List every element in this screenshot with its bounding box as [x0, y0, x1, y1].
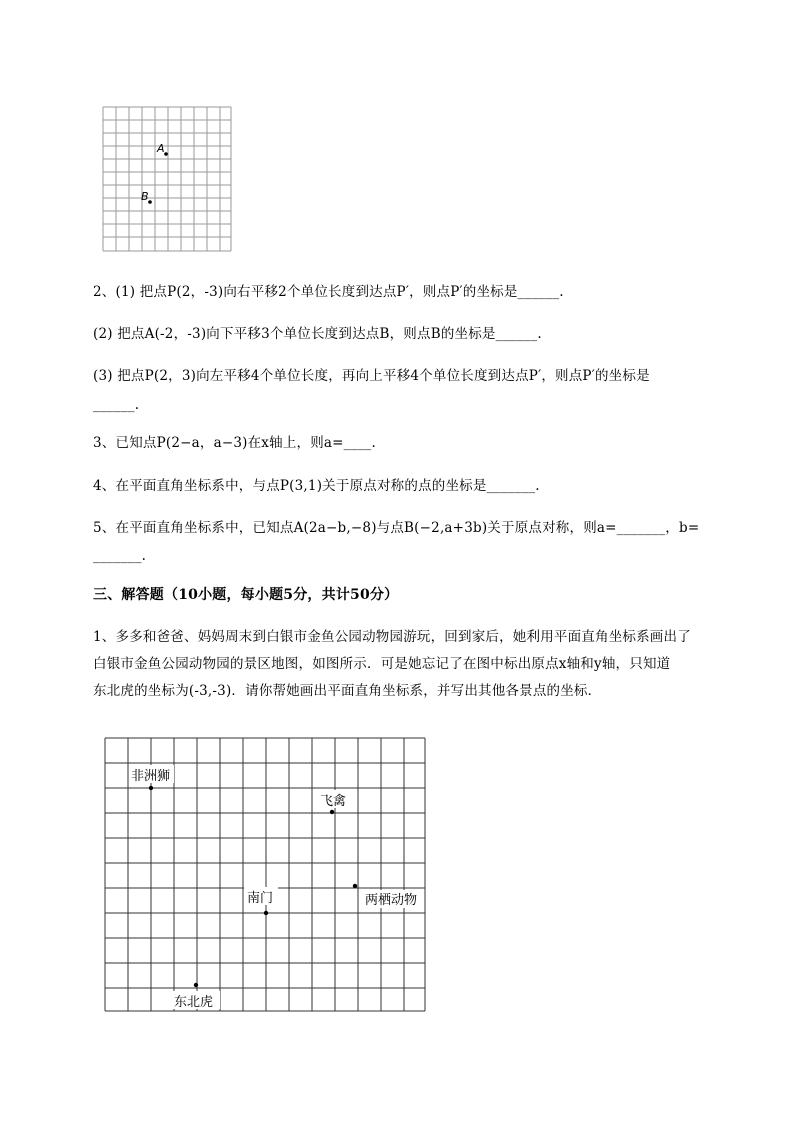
point-birds — [330, 810, 334, 814]
q2-line3b: ______. — [93, 397, 140, 413]
point-b — [148, 200, 152, 204]
point-tiger — [194, 983, 198, 987]
s3q1-line2: 白银市金鱼公园动物园的景区地图，如图所示．可是她忘记了在图中标出原点x轴和y轴，只知道 — [93, 656, 671, 672]
q4-text: 4、在平面直角坐标系中，与点P(3,1)关于原点对称的点的坐标是_______. — [93, 478, 540, 494]
section-3-heading: 三、解答题（10小题，每小题5分，共计50分） — [93, 587, 399, 603]
zoo-map-grid — [100, 734, 430, 1014]
label-amphibian: 两栖动物 — [365, 893, 418, 908]
label-tiger: 东北虎 — [174, 995, 214, 1010]
small-grid-figure — [100, 104, 235, 254]
q5-line1: 5、在平面直角坐标系中，已知点A(2a−b,−8)与点B(−2,a+3b)关于原点对称，则a=_______，b= — [93, 520, 700, 536]
q2-line3: (3) 把点P(2，3)向左平移4个单位长度，再向上平移4个单位长度到达点P′，则点P′的坐标是 — [93, 368, 650, 384]
s3q1-line3: 东北虎的坐标为(-3,-3)．请你帮她画出平面直角坐标系，并写出其他各景点的坐标． — [93, 683, 602, 699]
point-gate — [264, 911, 268, 915]
label-point-a: A — [157, 142, 165, 155]
label-lion: 非洲狮 — [131, 769, 171, 784]
q5-line2: _______. — [93, 548, 147, 564]
point-lion — [149, 786, 153, 790]
q2-line1: 2、(1) 把点P(2，-3)向右平移2个单位长度到达点P′，则点P′的坐标是______. — [93, 284, 564, 300]
label-point-b: B — [141, 190, 149, 203]
label-birds: 飞禽 — [320, 794, 347, 809]
point-amphibian — [353, 884, 357, 888]
q2-line2: (2) 把点A(-2，-3)向下平移3个单位长度到达点B，则点B的坐标是______. — [93, 326, 542, 342]
s3q1-line1: 1、多多和爸爸、妈妈周末到白银市金鱼公园动物园游玩，回到家后，她利用平面直角坐标系画出了 — [93, 629, 691, 645]
point-a — [164, 152, 168, 156]
q3-text: 3、已知点P(2−a，a−3)在x轴上，则a=____. — [93, 435, 376, 451]
label-gate: 南门 — [247, 891, 274, 906]
